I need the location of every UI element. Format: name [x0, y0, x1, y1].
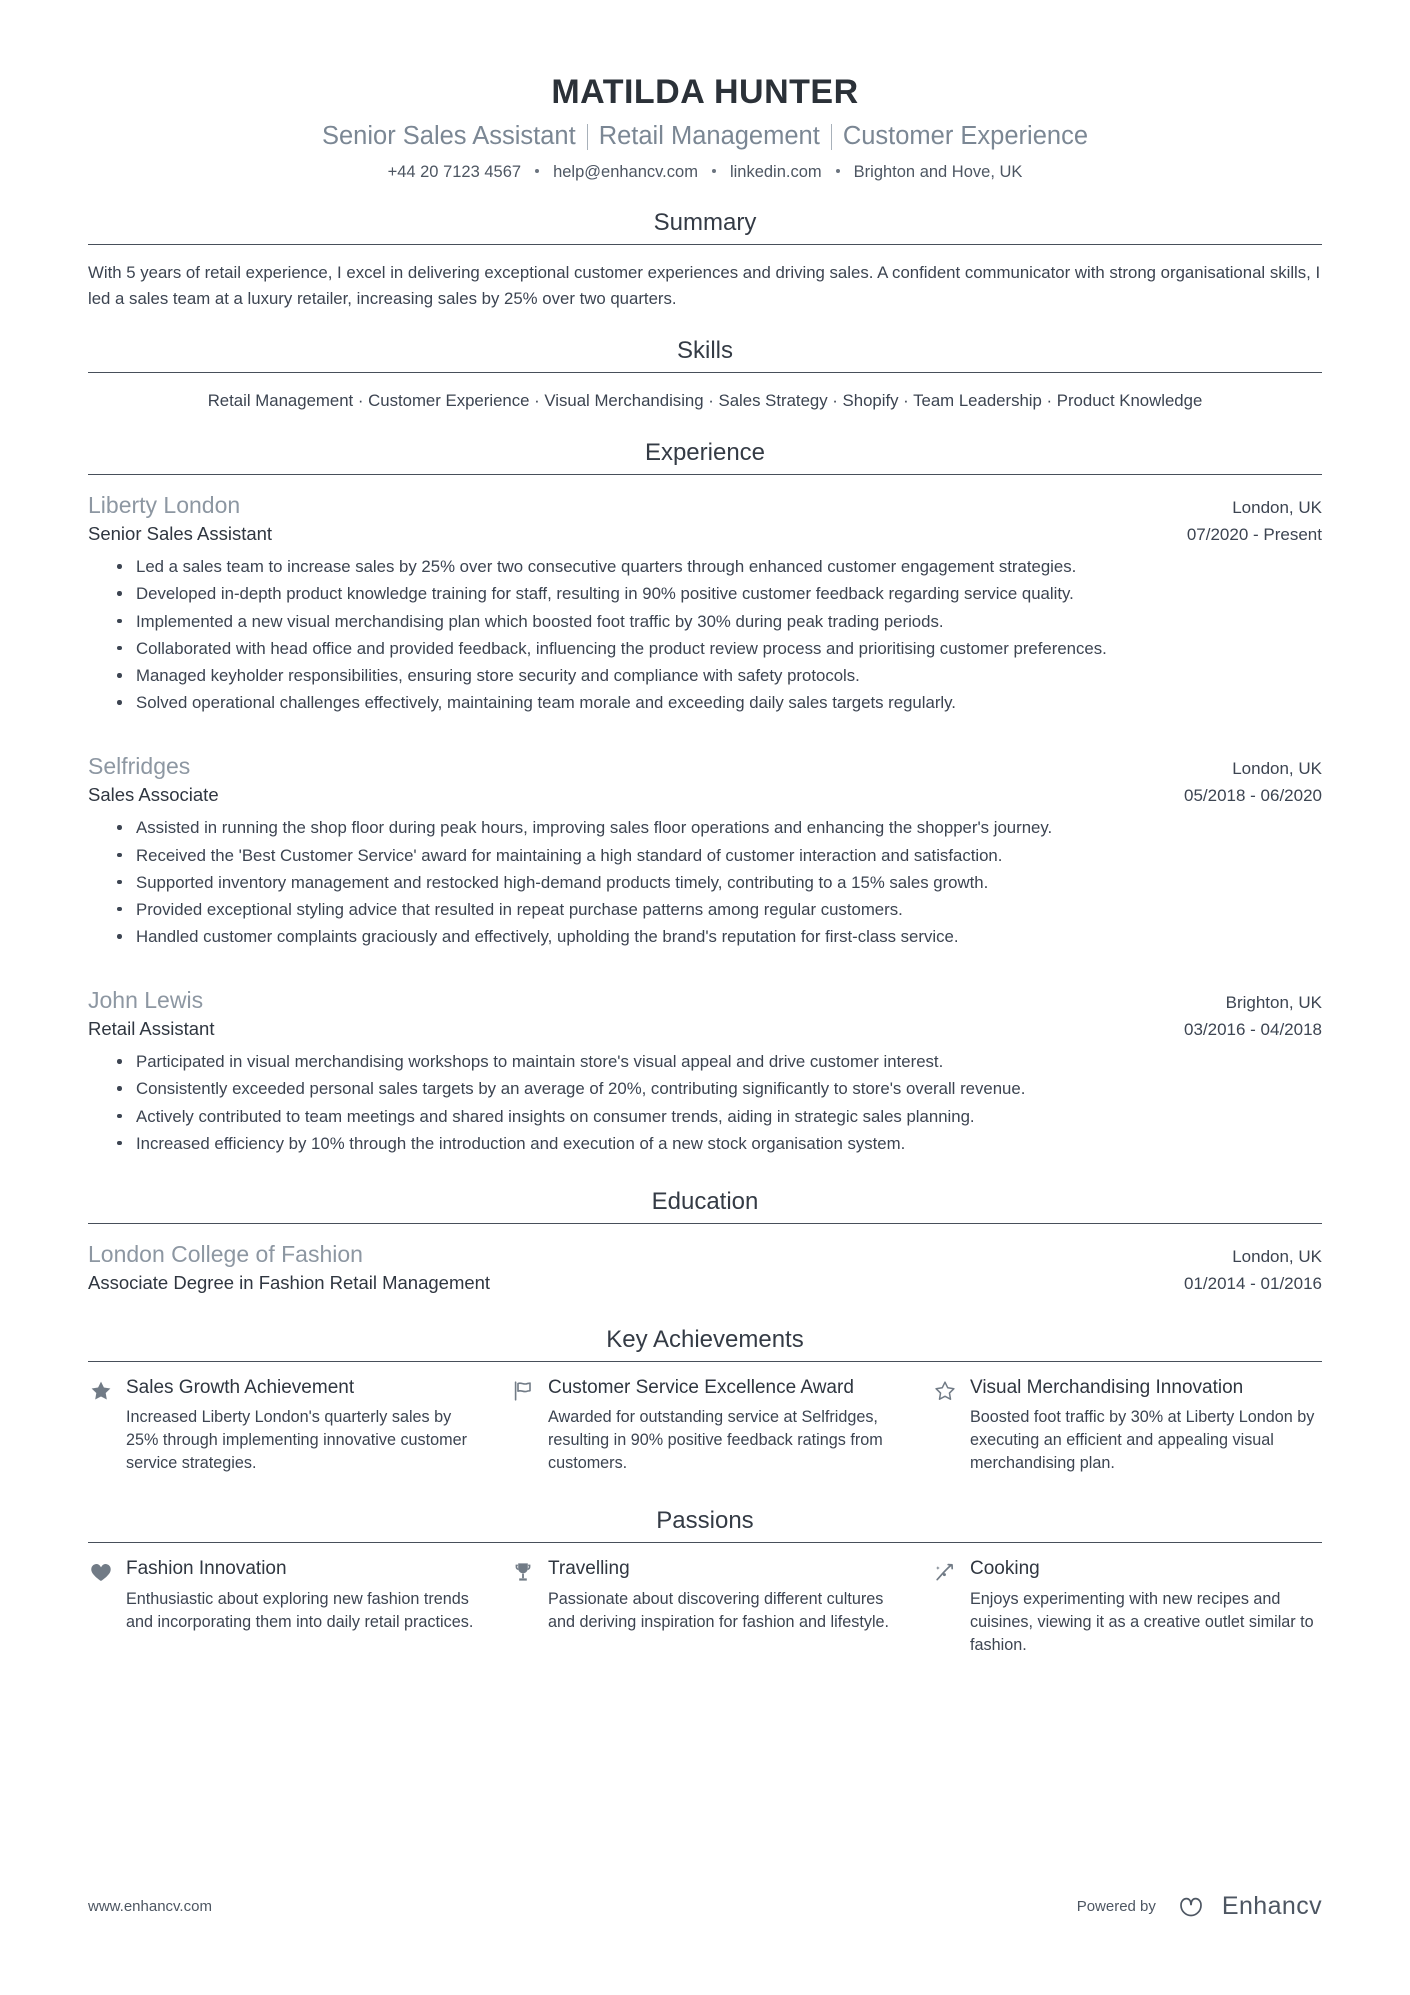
trophy-icon [510, 1559, 536, 1585]
achievement-title: Customer Service Excellence Award [548, 1376, 854, 1398]
resume-footer [88, 1891, 1322, 1921]
contact-row [88, 162, 1322, 183]
experience-bullets [88, 815, 1322, 949]
spacer [88, 971, 1322, 985]
achievement-title: Visual Merchandising Innovation [970, 1376, 1244, 1398]
education-location: London, UK [1232, 1246, 1322, 1266]
experience-entry [88, 751, 1322, 949]
section-title-summary: Summary [653, 209, 757, 237]
section-title-experience: Experience [644, 439, 766, 467]
section-summary [88, 209, 1322, 311]
passion-item [88, 1557, 478, 1656]
achievement-desc: Boosted foot traffic by 30% at Liberty London by executing an efficient and appealing visual merchandising plan. [970, 1408, 1315, 1473]
flag-icon [510, 1378, 536, 1404]
achievement-item [88, 1376, 478, 1475]
section-title-education: Education [651, 1187, 759, 1215]
resume-header [88, 0, 1322, 183]
bullet-item: Participated in visual merchandising workshops to maintain store's visual appeal and drive customer interest. [115, 1049, 1322, 1074]
experience-dates: 03/2016 - 04/2018 [1183, 1020, 1322, 1040]
spacer [88, 737, 1322, 751]
experience-entry [88, 490, 1322, 715]
experience-bullets [88, 554, 1322, 715]
passion-title: Fashion Innovation [126, 1558, 287, 1580]
contact-linkedin[interactable]: linkedin.com [729, 162, 822, 181]
achievement-desc: Awarded for outstanding service at Selfridges, resulting in 90% positive feedback ratings from customers. [548, 1408, 883, 1473]
summary-text: With 5 years of retail experience, I excel in delivering exceptional customer experiences and driving sales. A confident communicator with strong organisational skills, I led a sales team at a luxury retailer, increasing sales by 25% over two quarters. [88, 263, 1321, 308]
section-title-passions: Passions [656, 1507, 754, 1535]
section-skills [88, 337, 1322, 413]
experience-company: Selfridges [88, 753, 191, 780]
bullet-item: Received the 'Best Customer Service' award for maintaining a high standard of customer interaction and satisfaction. [115, 843, 1322, 868]
headline-part-2: Customer Experience [842, 121, 1089, 150]
section-education [88, 1188, 1322, 1296]
candidate-headline [88, 121, 1322, 153]
enhancv-wordmark: Enhancv [1221, 1891, 1322, 1920]
education-dates: 01/2014 - 01/2016 [1183, 1274, 1322, 1294]
experience-location: Brighton, UK [1225, 993, 1322, 1013]
experience-role: Senior Sales Assistant [88, 523, 273, 545]
headline-part-1: Retail Management [598, 121, 820, 150]
experience-location: London, UK [1232, 759, 1322, 779]
star-filled-icon [88, 1378, 114, 1404]
passion-desc: Passionate about discovering different cultures and deriving inspiration for fashion and lifestyle. [548, 1589, 890, 1631]
bullet-item: Developed in-depth product knowledge training for staff, resulting in 90% positive customer feedback regarding service quality. [115, 581, 1322, 606]
experience-location: London, UK [1232, 498, 1322, 518]
section-passions [88, 1507, 1322, 1656]
bullet-item: Actively contributed to team meetings and shared insights on consumer trends, aiding in strategic sales planning. [115, 1104, 1322, 1129]
skills-list: Retail Management · Customer Experience · Visual Merchandising · Sales Strategy · Shopify · Team Leadership · Product Knowledge [207, 391, 1203, 411]
achievement-item [932, 1376, 1322, 1475]
bullet-item: Led a sales team to increase sales by 25% over two consecutive quarters through enhanced customer engagement strategies. [115, 554, 1322, 579]
passion-title: Cooking [970, 1558, 1040, 1580]
bullet-item: Collaborated with head office and provided feedback, influencing the product review process and prioritising customer preferences. [115, 636, 1322, 661]
achievements-grid [88, 1362, 1322, 1475]
headline-part-0: Senior Sales Assistant [321, 121, 576, 150]
achievement-item [510, 1376, 900, 1475]
bullet-separator-icon [836, 169, 840, 173]
bullet-item: Handled customer complaints graciously and effectively, upholding the brand's reputation for first-class service. [115, 924, 1322, 949]
bullet-separator-icon [712, 169, 716, 173]
passion-title: Travelling [548, 1558, 630, 1580]
education-entry [88, 1239, 1322, 1296]
bullet-item: Provided exceptional styling advice that resulted in repeat purchase patterns among regular customers. [115, 897, 1322, 922]
experience-role: Sales Associate [88, 784, 219, 806]
passions-grid [88, 1543, 1322, 1656]
footer-url[interactable]: www.enhancv.com [88, 1897, 212, 1915]
experience-role: Retail Assistant [88, 1018, 215, 1040]
bullet-item: Supported inventory management and restocked high-demand products timely, contributing to a 15% sales growth. [115, 870, 1322, 895]
passion-item [510, 1557, 900, 1656]
contact-phone: +44 20 7123 4567 [387, 162, 522, 181]
bullet-item: Consistently exceeded personal sales targets by an average of 20%, contributing significantly to store's overall revenue. [115, 1076, 1322, 1101]
bullet-separator-icon [535, 169, 539, 173]
passion-item [932, 1557, 1322, 1656]
contact-location: Brighton and Hove, UK [853, 162, 1023, 181]
education-school: London College of Fashion [88, 1240, 363, 1267]
bullet-item: Increased efficiency by 10% through the introduction and execution of a new stock organisation system. [115, 1131, 1322, 1156]
education-degree: Associate Degree in Fashion Retail Management [88, 1272, 491, 1294]
experience-dates: 07/2020 - Present [1186, 525, 1322, 545]
heart-icon [88, 1559, 114, 1585]
bullet-item: Assisted in running the shop floor during peak hours, improving sales floor operations and enhancing the shopper's journey. [115, 815, 1322, 840]
bullet-item: Solved operational challenges effectively, maintaining team morale and exceeding daily sales targets regularly. [115, 690, 1322, 715]
section-title-achievements: Key Achievements [606, 1325, 804, 1353]
bullet-item: Managed keyholder responsibilities, ensuring store security and compliance with safety protocols. [115, 663, 1322, 688]
enhancv-mark-icon [1170, 1891, 1212, 1921]
section-title-skills: Skills [676, 337, 733, 365]
achievement-title: Sales Growth Achievement [126, 1376, 355, 1398]
candidate-name: MATILDA HUNTER [551, 73, 859, 111]
passion-desc: Enjoys experimenting with new recipes and cuisines, viewing it as a creative outlet similar to fashion. [970, 1589, 1314, 1654]
section-achievements [88, 1326, 1322, 1475]
section-experience [88, 439, 1322, 1156]
experience-entry [88, 985, 1322, 1156]
experience-company: Liberty London [88, 492, 241, 519]
experience-company: John Lewis [88, 987, 204, 1014]
enhancv-logo [1170, 1891, 1322, 1921]
bullet-item: Implemented a new visual merchandising plan which boosted foot traffic by 30% during peak trading periods. [115, 609, 1322, 634]
sparkle-arrow-icon [932, 1559, 958, 1585]
passion-desc: Enthusiastic about exploring new fashion trends and incorporating them into daily retail practices. [126, 1589, 474, 1631]
star-outline-icon [932, 1378, 958, 1404]
achievement-desc: Increased Liberty London's quarterly sales by 25% through implementing innovative customer service strategies. [126, 1408, 468, 1473]
experience-bullets [88, 1049, 1322, 1156]
experience-dates: 05/2018 - 06/2020 [1183, 786, 1322, 806]
powered-by-label: Powered by [1076, 1897, 1156, 1915]
contact-email[interactable]: help@enhancv.com [553, 162, 698, 181]
